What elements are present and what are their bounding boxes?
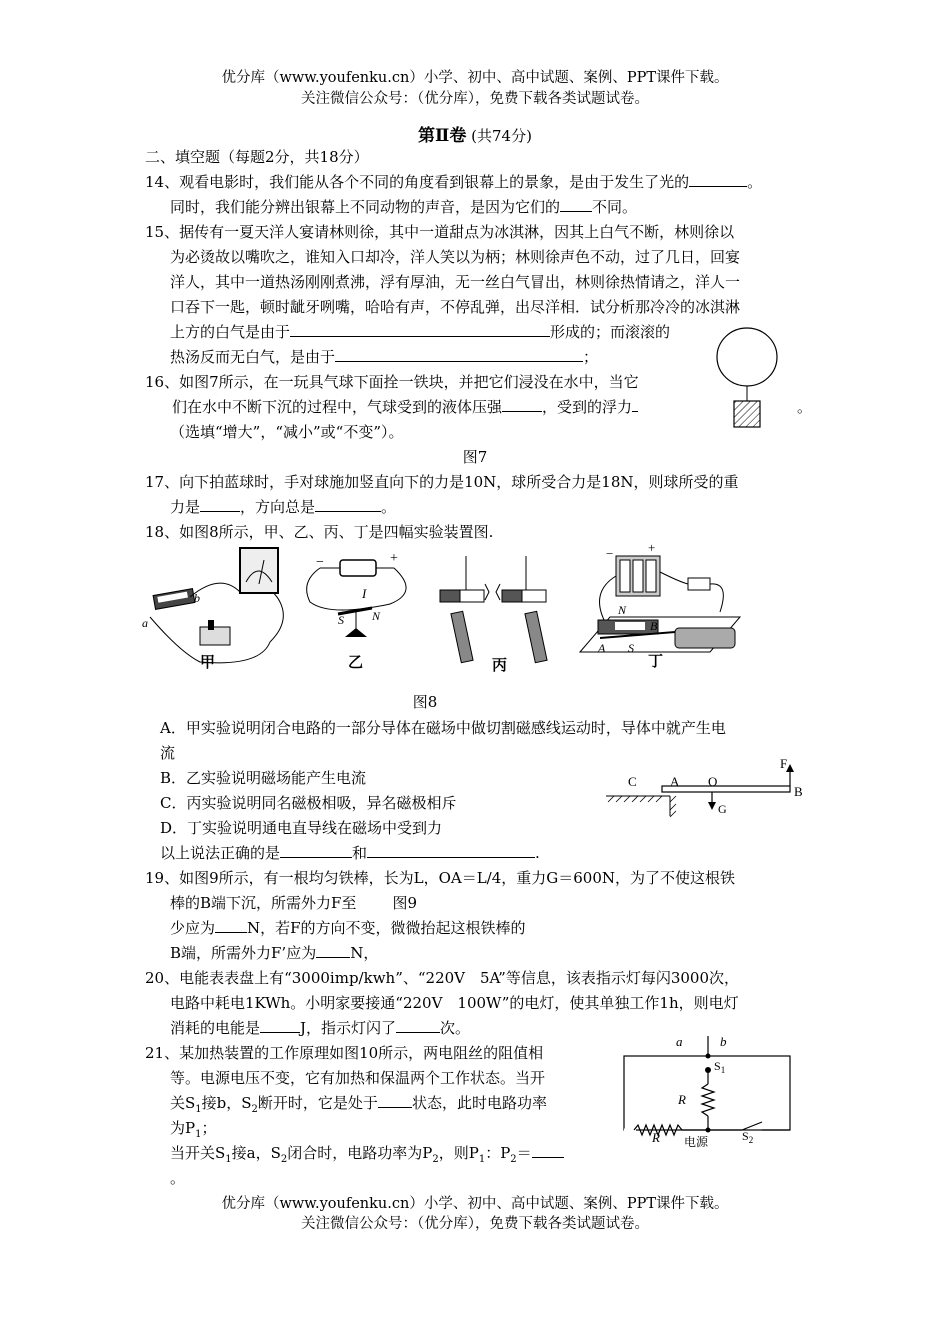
q21-line-5: [170, 1141, 564, 1172]
q15-text-6b: ；: [583, 348, 599, 366]
q19-text-4a: B端，所需外力F’应为: [170, 944, 317, 962]
q14-line-1: [145, 170, 762, 195]
q21-sub-5e: 2: [510, 1154, 517, 1165]
q21-sub-5d: 1: [478, 1154, 486, 1165]
q17-blank-1[interactable]: [200, 496, 240, 512]
svg-text:A: A: [598, 641, 606, 655]
q15-blank-1[interactable]: [290, 321, 550, 337]
q21-text-5f: ＝: [516, 1144, 532, 1162]
q20-blank-2[interactable]: [396, 1017, 440, 1033]
q18-concl-b: 和: [352, 844, 368, 862]
q16-line-2: [172, 395, 812, 420]
q21-text-5c: 闭合时，电路功率为P: [287, 1144, 433, 1162]
q20-text-3a: 消耗的电能是: [170, 1019, 261, 1037]
figure-8-bing-apparatus: [440, 556, 547, 663]
q20-line-2: 电路中耗电1KWh。小明家要接通“220V 100W”的电灯，使其单独工作1h，则电灯: [170, 994, 739, 1012]
footer-line-1: 优分库（www.youfenku.cn）小学、初中、高中试题、案例、PPT课件下载。: [221, 1196, 729, 1212]
q21-sub-5a: 1: [225, 1154, 232, 1165]
q15-line-2: 为必烫故以嘴吹之，谁知入口却冷，洋人笑以为柄；林则徐声色不动，过了几日，回宴: [170, 248, 741, 266]
balloon-shape: [717, 328, 777, 386]
figure-8: [140, 542, 760, 672]
figure-10-label-s1: $S_1$: [714, 1059, 726, 1075]
figure-7-caption: 图7: [462, 448, 488, 466]
figure-9-caption: 图9: [392, 894, 417, 912]
q18-option-b: B．乙实验说明磁场能产生电流: [160, 769, 367, 787]
q21-sub-3b: 2: [251, 1104, 258, 1115]
figure-10-label-r2: R: [652, 1130, 660, 1145]
q20-line-3: [170, 1016, 470, 1041]
q16-line-1: 16、如图7所示，在一玩具气球下面拴一铁块，并把它们浸没在水中，当它: [145, 373, 639, 391]
circuit-loop: [624, 1056, 790, 1130]
section-title: [0, 121, 950, 146]
q17-text-2b: ，方向总是: [240, 498, 316, 516]
q19-text-3b: N，若F的方向不变，微微抬起这根铁棒的: [247, 919, 526, 937]
q19-text-2a: 棒的B端下沉，所需外力F至: [170, 894, 357, 912]
q15-text-5b: 形成的；而滚滚的: [550, 323, 671, 341]
q15-line-5: [170, 320, 670, 345]
svg-text:S: S: [338, 613, 344, 627]
q16-text-2a: 们在水中不断下沉的过程中，气球受到的液体压强: [172, 398, 503, 416]
q16-line-3: （选填“增大”，“减小”或“不变”）。: [170, 423, 404, 441]
resistor-r-vertical: [702, 1084, 714, 1116]
q19-text-3a: 少应为: [170, 919, 216, 937]
figure-8-label-a: a: [142, 616, 148, 630]
q18-line-1: 18、如图8所示，甲、乙、丙、丁是四幅实验装置图.: [145, 523, 494, 541]
q19-text-4b: N，: [350, 944, 379, 962]
q19-line-4: [170, 941, 378, 966]
q20-line-1: 20、电能表表盘上有“3000imp/kwh”、“220V 5A”等信息，该表指示灯每闪3000次，: [145, 969, 740, 987]
q18-option-c: C．丙实验说明同名磁极相吸，异名磁极相斥: [160, 794, 457, 812]
svg-text:−: −: [316, 555, 324, 570]
q21-sub-5c: 2: [432, 1154, 439, 1165]
figure-10-label-b: b: [720, 1034, 727, 1049]
figure-8-ding-apparatus: [580, 542, 740, 655]
q15-line-3: 洋人，其中一道热汤刚刚煮沸，浮有厚油，无一丝白气冒出，林则徐热情请之，洋人一: [170, 273, 741, 291]
q17-text-2a: 力是: [170, 498, 201, 516]
q21-text-5e: ：P: [485, 1144, 511, 1162]
q18-conclusion: [160, 841, 540, 866]
header-line-1: 优分库（www.youfenku.cn）小学、初中、高中试题、案例、PPT课件下载。: [221, 70, 729, 86]
figure-8-yi-apparatus: [307, 551, 406, 637]
figure-10-label-source: 电源: [684, 1135, 709, 1149]
figure-8-label-b: b: [194, 591, 200, 605]
q14-text-2a: 同时，我们能分辨出银幕上不同动物的声音，是因为它们的: [170, 198, 561, 216]
section-score: (共74分): [471, 127, 532, 145]
q16-blank-1[interactable]: [502, 396, 542, 412]
q21-text-3d: 状态，此时电路功率: [411, 1094, 547, 1112]
q21-sub-4: 1: [195, 1129, 202, 1140]
svg-text:N: N: [372, 609, 381, 623]
q16-blank-2[interactable]: [632, 396, 638, 412]
q21-line-2: 等。电源电压不变，它有加热和保温两个工作状态。当开: [170, 1069, 546, 1087]
q19-blank-1[interactable]: [215, 917, 247, 933]
figure-8-ding-label: 丁: [648, 654, 664, 670]
svg-text:−: −: [606, 546, 614, 561]
q14-blank-2[interactable]: [560, 196, 592, 212]
q21-blank-2[interactable]: [532, 1142, 564, 1158]
q14-blank-1[interactable]: [689, 171, 747, 187]
q21-line-6: 。: [170, 1169, 186, 1187]
q18-option-a-line-2: 流: [160, 744, 176, 762]
q18-option-d: D．丁实验说明通电直导线在磁场中受到力: [160, 819, 443, 837]
q17-line-1: 17、向下拍蓝球时，手对球施加竖直向下的力是10N，球所受合力是18N，则球所受的重: [145, 473, 739, 491]
figure-10-label-r1: R: [678, 1092, 686, 1107]
svg-text:+: +: [390, 551, 398, 566]
figure-10-label-a: a: [676, 1034, 683, 1049]
q18-blank-2[interactable]: [367, 842, 535, 858]
q21-line-1: 21、某加热装置的工作原理如图10所示，两电阻丝的阻值相: [145, 1044, 544, 1062]
q17-line-2: [170, 495, 396, 520]
q20-text-3c: 次。: [440, 1019, 471, 1037]
figure-9-label-c: C: [628, 774, 637, 789]
q17-blank-2[interactable]: [315, 496, 381, 512]
q18-concl-c: .: [535, 844, 540, 862]
q18-concl-a: 以上说法正确的是: [160, 844, 281, 862]
q21-text-5a: 当开关S: [170, 1144, 226, 1162]
figure-8-bing-label: 丙: [492, 658, 508, 672]
q20-text-3b: J，指示灯闪了: [300, 1019, 397, 1037]
q15-text-6a: 热汤反而无白气，是由于: [170, 348, 336, 366]
figure-8-jia-label: 甲: [200, 655, 216, 671]
figure-9-label-f: F: [780, 756, 788, 771]
q21-text-5d: ，则P: [438, 1144, 479, 1162]
q15-text-5a: 上方的白气是由于: [170, 323, 291, 341]
q18-option-a-line-1: A．甲实验说明闭合电路的一部分导体在磁场中做切割磁感线运动时，导体中就产生电: [160, 719, 726, 737]
figure-9-label-o: O: [708, 774, 718, 789]
q21-text-3c: 断开时，它是处于: [257, 1094, 378, 1112]
figure-9-label-a: A: [670, 774, 680, 789]
figure-8-caption: 图8: [412, 693, 438, 711]
svg-text:B: B: [650, 619, 658, 633]
q21-line-3: [170, 1091, 547, 1122]
figure-9-label-g: G: [718, 802, 727, 816]
q21-text-5b: 接a，S: [231, 1144, 281, 1162]
q19-line-1: 19、如图9所示，有一根均匀铁棒，长为L，OA＝L/4，重力G＝600N，为了不使这根铁: [145, 869, 736, 887]
q21-text-4a: 为P: [170, 1119, 196, 1137]
q18-blank-1[interactable]: [280, 842, 352, 858]
q19-blank-2[interactable]: [316, 942, 350, 958]
q16-text-2b: ，受到的浮力: [542, 398, 633, 416]
figure-10-circuit: [612, 1030, 797, 1155]
q14-line-2: [170, 195, 637, 220]
part2-heading: 二、填空题（每题2分，共18分）: [145, 148, 369, 166]
figure-8-yi-label: 乙: [348, 655, 364, 671]
q19-line-2: [170, 891, 417, 916]
q21-sub-5b: 2: [280, 1154, 288, 1165]
figure-10-label-s2: $S_2$: [742, 1129, 754, 1145]
header-line-2: 关注微信公众号：（优分库），免费下载各类试题试卷。: [301, 91, 649, 107]
q14-text-1a: 14、观看电影时，我们能从各个不同的角度看到银幕上的景象，是由于发生了光的: [145, 173, 690, 191]
q14-text-1b: 。: [747, 173, 763, 191]
q21-text-4b: ；: [201, 1119, 217, 1137]
svg-text:+: +: [648, 542, 656, 555]
q21-text-3b: 接b，S: [201, 1094, 252, 1112]
q21-sub-3a: 1: [195, 1104, 202, 1115]
figure-9-lever: [600, 754, 815, 820]
q15-line-6: [170, 345, 598, 370]
q16-text-2c: 。: [797, 398, 813, 416]
section-title-text: 第Ⅱ卷: [418, 126, 467, 146]
svg-text:N: N: [618, 603, 627, 617]
q14-text-2b: 不同。: [592, 198, 638, 216]
q15-line-4: 口吞下一匙，顿时龇牙咧嘴，哈哈有声，不停乱弹，出尽洋相．试分析那冷冷的冰淇淋: [170, 298, 741, 316]
figure-9-label-b: B: [794, 784, 803, 799]
q20-blank-1[interactable]: [260, 1017, 300, 1033]
q17-text-2c: 。: [381, 498, 397, 516]
figure-8-jia-apparatus: [142, 548, 283, 663]
q15-line-1: 15、据传有一夏天洋人宴请林则徐，其中一道甜点为冰淇淋，因其上白气不断，林则徐以: [145, 223, 735, 241]
svg-text:I: I: [362, 586, 367, 601]
q19-line-3: [170, 916, 526, 941]
q21-blank-1[interactable]: [378, 1092, 412, 1108]
q15-blank-2[interactable]: [335, 346, 583, 362]
svg-text:S: S: [628, 641, 634, 655]
q21-text-3a: 关S: [170, 1094, 196, 1112]
iron-bar: [662, 786, 790, 792]
footer-line-2: 关注微信公众号：（优分库），免费下载各类试题试卷。: [301, 1216, 649, 1232]
